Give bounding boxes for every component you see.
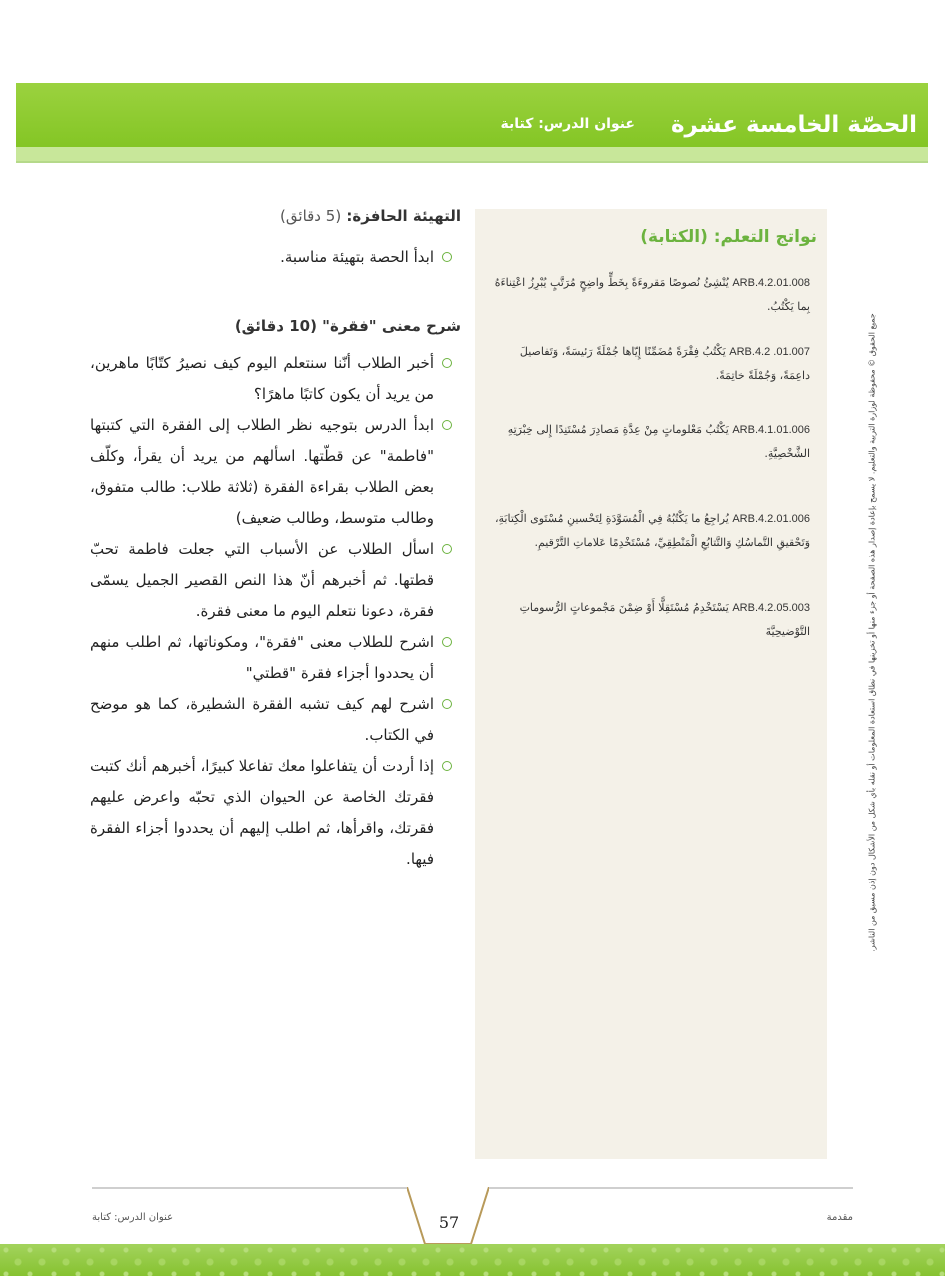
outcome-code: ARB.4.2.05.003 bbox=[732, 602, 810, 614]
outcome-text: يَكْتُبُ فِقْرَةً مُضَمِّنًا إِيّاها جُمْلَةً رَئيسَةً، وَتَفاصيلَ داعِمَةً، وَجُمْلَةً خاتِمَةً. bbox=[519, 345, 810, 382]
bullet-icon bbox=[442, 544, 452, 554]
lesson-number-title: الحصّة الخامسة عشرة bbox=[670, 112, 917, 138]
banner-stripe bbox=[16, 147, 928, 161]
footer-lesson-title: عنوان الدرس: كتابة bbox=[92, 1212, 174, 1223]
footer-rule-right bbox=[489, 1187, 853, 1189]
learning-outcomes-heading: نواتج التعلم: (الكتابة) bbox=[640, 227, 817, 247]
paragraph-section-heading: شرح معنى "فقرة" (10 دقائق) bbox=[234, 317, 461, 335]
footer-rule-left bbox=[92, 1187, 407, 1189]
outcome-text: يُنْشِئُ نُصوصًا مَقروءَةً بِخَطٍّ واضِحٍ مُرَتَّبٍ يُبْرِزُ اعْتِناءَهُ بِما يَكْتُبُ. bbox=[494, 276, 810, 313]
bullet-icon bbox=[442, 761, 452, 771]
list-item bbox=[90, 689, 452, 751]
learning-outcome bbox=[488, 271, 810, 318]
outcome-text: يُراجِعُ ما يَكْتُبُهُ فِي الْمُسَوَّدَةِ لِتَحْسينِ مُسْتَوى الْكِتابَةِ، وَتَحْقيقِ التَّماسُكِ وَالتَّتابُعِ الْمَنْطِقِيِّ، مُسْتَخْدِمًا عَلاماتِ التَّرْقيمِ. bbox=[494, 512, 810, 549]
bullet-icon bbox=[442, 637, 452, 647]
page-number: 57 bbox=[438, 1213, 460, 1232]
decorative-bottom-band bbox=[0, 1244, 945, 1276]
list-item-text: اشرح لهم كيف تشبه الفقرة الشطيرة، كما هو موضح في الكتاب. bbox=[90, 695, 434, 744]
outcome-text: يَسْتَخْدِمُ مُسْتَقِلًّا أَوْ ضِمْنَ مَجْموعاتٍ الرُّسوماتِ التَّوْضيحِيَّةَ bbox=[519, 601, 810, 638]
outcome-code: ARB.4.2.01.008 bbox=[732, 277, 810, 289]
list-item-text: ابدأ الحصة بتهيئة مناسبة. bbox=[280, 248, 434, 266]
bullet-icon bbox=[442, 252, 452, 262]
footer-section-title: مقدمة bbox=[826, 1212, 853, 1223]
list-item-text: إذا أردت أن يتفاعلوا معك تفاعلا كبيرًا، أخبرهم أنك كتبت فقرتك الخاصة عن الحيوان الذي تحبّه واعرض عليهم فقرتك، واقرأها، ثم اطلب إليهم أن يحددوا أجزاء الفقرة فيها. bbox=[90, 757, 434, 868]
learning-outcome bbox=[488, 596, 810, 643]
lesson-title: عنوان الدرس: كتابة bbox=[500, 116, 635, 132]
list-item bbox=[90, 627, 452, 689]
list-item-text: ابدأ الدرس بتوجيه نظر الطلاب إلى الفقرة التي كتبتها "فاطمة" عن قطّتها. اسألهم من يريد أن يقرأ، وكلّف بعض الطلاب بقراءة الفقرة (ثلاثة طلاب: طالب متفوق، وطالب متوسط، وطالب ضعيف) bbox=[90, 416, 434, 527]
list-item bbox=[90, 534, 452, 627]
learning-outcome bbox=[488, 340, 810, 387]
list-item-text: اسأل الطلاب عن الأسباب التي جعلت فاطمة تحبّ قطتها. ثم أخبرهم أنّ هذا النص القصير الجميل يسمّى فقرة، دعونا نتعلم اليوم ما معنى فقرة. bbox=[90, 540, 434, 620]
banner-divider bbox=[16, 161, 928, 163]
bullet-icon bbox=[442, 358, 452, 368]
bullet-icon bbox=[442, 699, 452, 709]
warmup-heading bbox=[280, 207, 461, 225]
bullet-icon bbox=[442, 420, 452, 430]
learning-outcome bbox=[488, 507, 810, 554]
list-item bbox=[90, 410, 452, 534]
list-item-text: أخبر الطلاب أنّنا سنتعلم اليوم كيف نصيرُ كتّابًا ماهرين، من يريد أن يكون كاتبًا ماهرًا؟ bbox=[90, 354, 434, 403]
outcome-code: ARB.4.1.01.006 bbox=[732, 424, 810, 436]
learning-outcome bbox=[488, 418, 810, 465]
list-item-text: اشرح للطلاب معنى "فقرة"، ومكوناتها، ثم اطلب منهم أن يحددوا أجزاء فقرة "قطتي" bbox=[90, 633, 434, 682]
list-item bbox=[90, 751, 452, 875]
outcome-code: ARB.4.2.01.006 bbox=[732, 513, 810, 525]
outcome-text: يَكْتُبُ مَعْلوماتٍ مِنْ عِدَّةِ مَصادِرَ مُسْتَنِدًا إِلى خِبْرَتِهِ الشَّخْصِيَّةِ. bbox=[507, 423, 810, 460]
list-item bbox=[90, 348, 452, 410]
outcome-code: ARB.4.2 .01.007 bbox=[729, 346, 810, 358]
copyright-text: جميع الحقوق © محفوظة لوزارة التربية والتعليم. لا يسمح بإعادة إصدار هذه الصفحة أو جزء منها أو تخزينها في نطاق استعادة المعلومات أو نقله بأي شكل من الأشكال دون إذن مسبق من الناشر. bbox=[867, 313, 877, 952]
warmup-heading-label: التهيئة الحافزة: bbox=[346, 207, 461, 225]
warmup-duration: (5 دقائق) bbox=[280, 207, 342, 225]
warmup-list bbox=[90, 242, 452, 273]
paragraph-activity-list bbox=[90, 348, 452, 875]
copyright-note bbox=[866, 286, 878, 986]
list-item bbox=[90, 242, 452, 273]
